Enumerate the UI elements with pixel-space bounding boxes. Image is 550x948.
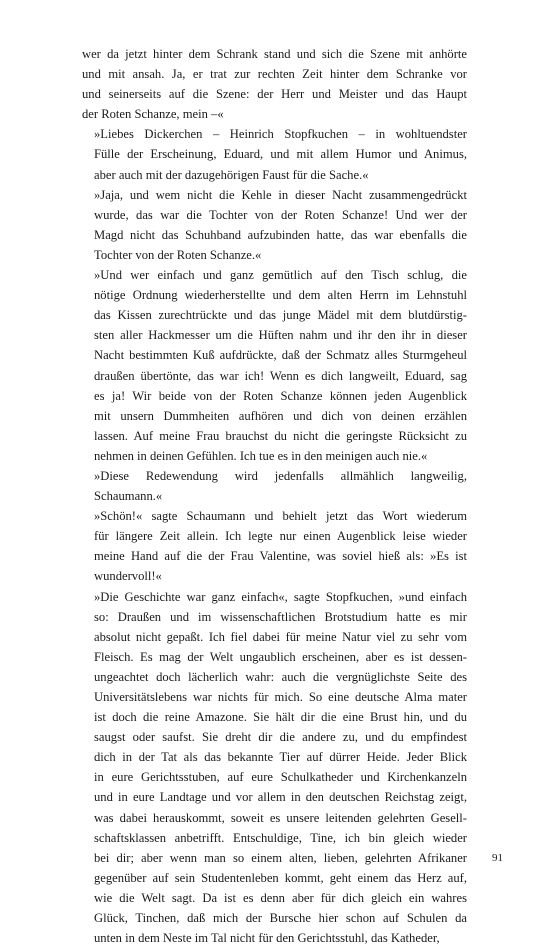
- text-line: in eure Gerichtsstuben, auf eure Schulkatheder und Kirchenkanzeln: [94, 770, 467, 785]
- text-line: saugst oder saufst. Sie dreht dir die andere zu, und du empfindest: [94, 730, 467, 745]
- text-line: wurde, das war die Tochter von der Roten Schanze! Und wer der: [94, 207, 467, 222]
- text-line: Nacht bestimmten Kuß aufdrückte, daß der Schmatz alles Sturmgeheul: [94, 348, 467, 363]
- text-line: wer da jetzt hinter dem Schrank stand und sich die Szene mit anhörte: [82, 47, 467, 61]
- text-line: »Jaja, und wem nicht die Kehle in dieser Nacht zusammengedrückt: [94, 187, 467, 202]
- text-line: ungeachtet doch lächerlich wahr: auch die vergnüglichste Seite des: [94, 669, 467, 684]
- text-line: so: Draußen und im wissenschaftlichen Brotstudium hatte es mir: [94, 609, 467, 624]
- text-line: ist doch die reine Amazone. Sie hält dir die eine Brust hin, und du: [94, 710, 467, 725]
- text-line: meine Hand auf die der Frau Valentine, was soviel hieß als: »Es ist: [94, 549, 467, 564]
- text-line: Magd nicht das Schuhband aufzubinden hatte, das war ebenfalls die: [94, 227, 467, 242]
- text-line: Fleisch. Es mag der Welt ungaublich erscheinen, aber es ist dessen-: [94, 649, 467, 664]
- text-line: Fülle der Erscheinung, Eduard, und mit allem Humor und Animus,: [94, 147, 467, 162]
- paragraph: [82, 466, 467, 506]
- text-line: und mit ansah. Ja, er trat zur rechten Zeit hinter dem Schranke vor: [82, 67, 467, 82]
- paragraph: [82, 44, 467, 124]
- text-line: nehmen in deinen Gefühlen. Ich tue es in den meinigen auch nie.«: [94, 448, 428, 463]
- text-line: absolut nicht gepaßt. Ich fiel dabei für meine Natur viel zu sehr vom: [94, 629, 467, 644]
- paragraph: [82, 506, 467, 586]
- text-line: der Roten Schanze, mein –«: [82, 107, 224, 122]
- text-line: »Diese Redewendung wird jedenfalls allmählich langweilig,: [94, 468, 467, 483]
- text-line: nötige Ordnung wiederherstellte und dem alten Herrn im Lehnstuhl: [94, 288, 467, 303]
- paragraph: [82, 265, 467, 466]
- text-line: mit unsern Dummheiten aufhören und dich von deinen erzählen: [94, 408, 467, 423]
- text-line: das Kissen zurechtrückte und das junge Mädel mit dem blutdürstig-: [94, 308, 467, 323]
- paragraph: [82, 185, 467, 265]
- text-line: gegenüber auf sein Studentenleben kommt, geht einem das Herz auf,: [94, 870, 467, 885]
- text-line: unten in dem Neste im Tal nicht für den Gerichtsstuhl, das Katheder,: [94, 931, 440, 946]
- text-line: sten aller Hackmesser um die Hüften nahm und ihr den ihr in dieser: [94, 328, 467, 343]
- text-line: und seinerseits auf die Szene: der Herr und Meister und das Haupt: [82, 87, 467, 102]
- text-line: »Liebes Dickerchen – Heinrich Stopfkuchen – in wohltuendster: [94, 127, 467, 142]
- text-line: für längere Zeit allein. Ich legte nur einen Augenblick leise wieder: [94, 529, 467, 544]
- text-line: bei dir; aber wenn man so einem alten, lieben, gelehrten Afrikaner: [94, 850, 467, 865]
- text-line: »Die Geschichte war ganz einfach«, sagte Stopfkuchen, »und einfach: [94, 589, 467, 604]
- body-text: [82, 44, 467, 948]
- text-line: »Schön!« sagte Schaumann und behielt jetzt das Wort wiederum: [94, 509, 467, 524]
- text-line: »Und wer einfach und ganz gemütlich auf den Tisch schlug, die: [94, 268, 467, 283]
- text-line: dich in der Tat als das bekannte Tier auf dürrer Heide. Jeder Blick: [94, 750, 467, 765]
- text-line: wundervoll!«: [94, 569, 162, 584]
- text-line: Tochter von der Roten Schanze.«: [94, 247, 262, 262]
- text-line: Glück, Tinchen, daß mich der Bursche hier schon auf Schulen da: [94, 911, 467, 926]
- text-line: und in eure Landtage und vor allem in den deutschen Reichstag zeigt,: [94, 790, 467, 805]
- text-line: Schaumann.«: [94, 489, 163, 504]
- text-line: aber auch mit der dazugehörigen Faust für die Sache.«: [94, 167, 369, 182]
- paragraph: [82, 587, 467, 948]
- text-line: wie die Welt sagt. Da ist es denn aber für dich gleich ein wahres: [94, 890, 467, 905]
- paragraph: [82, 124, 467, 184]
- text-line: draußen übertönte, das war ich! Wenn es dich langweilt, Eduard, sag: [94, 368, 467, 383]
- text-line: Universitätslebens war nichts für mich. So eine deutsche Alma mater: [94, 690, 467, 704]
- text-line: es ja! Wir beide von der Roten Schanze können jeden Augenblick: [94, 388, 467, 403]
- page-number: 91: [492, 852, 503, 864]
- text-line: was dabei herauskommt, soweit es unsere leitenden gelehrten Gesell-: [94, 810, 467, 825]
- text-line: lassen. Auf meine Frau brauchst du nicht die geringste Rücksicht zu: [94, 428, 467, 443]
- text-line: schaftsklassen anbetrifft. Entschuldige, Tine, ich bin gleich wieder: [94, 830, 467, 845]
